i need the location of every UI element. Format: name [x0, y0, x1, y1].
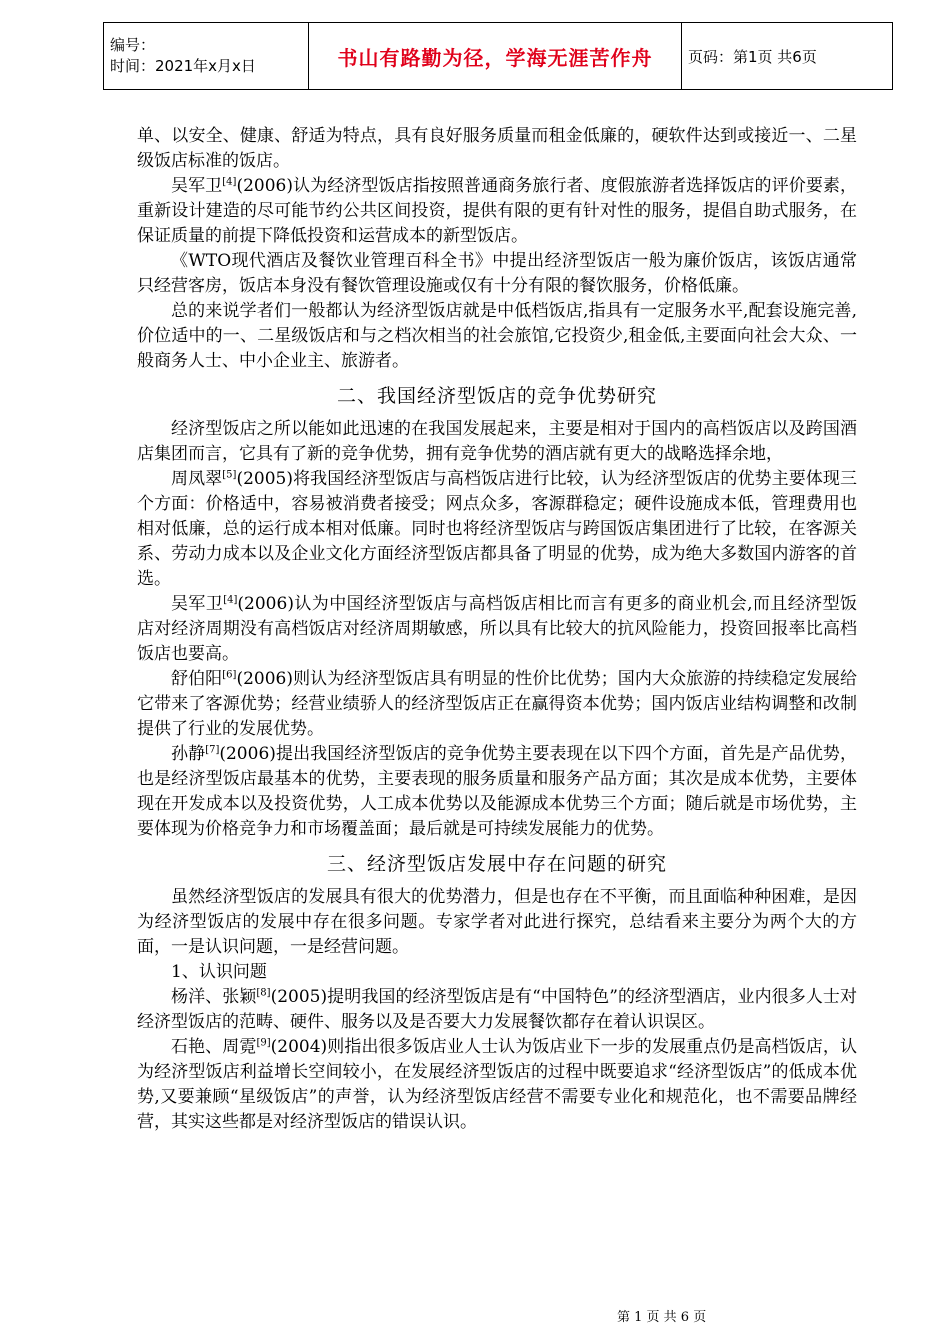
citation-ref: [4] — [223, 594, 238, 606]
paragraph: 总的来说学者们一般都认为经济型饭店就是中低档饭店,指具有一定服务水平,配套设施完善,价位适中的一、二星级饭店和与之档次相当的社会旅馆,它投资少,租金低,主要面向社会大众、一般商务人士、中小企业主、旅游者。 — [137, 301, 857, 371]
time-label: 时间：2021年x月x日 — [110, 57, 256, 75]
paragraph: 单、以安全、健康、舒适为特点，具有良好服务质量而租金低廉的，硬软件达到或接近一、二星级饭店标准的饭店。 — [137, 126, 857, 171]
header-page-info: 页码：第1页 共6页 — [682, 23, 893, 90]
citation-ref: [5] — [222, 469, 237, 481]
header-meta — [104, 23, 309, 90]
paragraph: 杨洋、张颖[8](2005)提明我国的经济型饭店是有“中国特色”的经济型酒店，业内很多人士对经济型饭店的范畴、硬件、服务以及是否要大力发展餐饮都存在着认识误区。 — [137, 987, 858, 1032]
header-motto: 书山有路勤为径，学海无涯苦作舟 — [309, 23, 682, 90]
paragraph: 吴军卫[4](2006)认为经济型饭店指按照普通商务旅行者、度假旅游者选择饭店的评价要素，重新设计建造的尽可能节约公共区间投资，提供有限的更有针对性的服务，提倡自助式服务，在保证质量的前提下降低投资和运营成本的新型饭店。 — [137, 176, 858, 246]
paragraph: 《WTO现代酒店及餐饮业管理百科全书》中提出经济型饭店一般为廉价饭店，该饭店通常只经营客房，饭店本身没有餐饮管理设施或仅有十分有限的餐饮服务，价格低廉。 — [137, 251, 857, 296]
document-body — [137, 124, 857, 1135]
paragraph: 经济型饭店之所以能如此迅速的在我国发展起来，主要是相对于国内的高档饭店以及跨国酒店集团而言，它具有了新的竞争优势，拥有竞争优势的酒店就有更大的战略选择余地， — [137, 419, 857, 464]
citation-ref: [9] — [256, 1037, 271, 1049]
section-heading: 二、我国经济型饭店的竞争优势研究 — [336, 385, 657, 407]
paragraph: 虽然经济型饭店的发展具有很大的优势潜力，但是也存在不平衡，而且面临种种困难，是因为经济型饭店的发展中存在很多问题。专家学者对此进行探究，总结看来主要分为两个大的方面，一是认识问题，一是经营问题。 — [137, 887, 857, 957]
paragraph: 石艳、周霓[9](2004)则指出很多饭店业人士认为饭店业下一步的发展重点仍是高档饭店，认为经济型饭店利益增长空间较小，在发展经济型饭店的过程中既要追求“经济型饭店”的低成本优势,又要兼顾“星级饭店”的声誉，认为经济型饭店经营不需要专业化和规范化，也不需要品牌经营，其实这些都是对经济型饭店的错误认识。 — [137, 1037, 858, 1132]
citation-ref: [6] — [222, 669, 237, 681]
section-heading: 三、经济型饭店发展中存在问题的研究 — [326, 853, 667, 875]
subheading: 1、认识问题 — [171, 962, 267, 982]
paragraph: 吴军卫[4](2006)认为中国经济型饭店与高档饭店相比而言有更多的商业机会,而且经济型饭店对经济周期没有高档饭店对经济周期敏感，所以具有比较大的抗风险能力，投资回报率比高档饭店也要高。 — [137, 594, 858, 664]
paragraph: 周凤翠[5](2005)将我国经济型饭店与高档饭店进行比较，认为经济型饭店的优势主要体现三个方面：价格适中，容易被消费者接受；网点众多，客源群稳定；硬件设施成本低，管理费用也相对低廉，总的运行成本相对低廉。同时也将经济型饭店与跨国饭店集团进行了比较，在客源关系、劳动力成本以及企业文化方面经济型饭店都具备了明显的优势，成为绝大多数国内游客的首选。 — [137, 469, 858, 589]
number-label: 编号： — [110, 36, 156, 54]
paragraph: 舒伯阳[6](2006)则认为经济型饭店具有明显的性价比优势；国内大众旅游的持续稳定发展给它带来了客源优势；经营业绩骄人的经济型饭店正在赢得资本优势；国内饭店业结构调整和改制提供了行业的发展优势。 — [137, 669, 858, 739]
page-header — [103, 22, 893, 90]
citation-ref: [4] — [222, 176, 237, 188]
page-footer: 第 1 页 共 6 页 — [617, 1310, 707, 1325]
citation-ref: [7] — [205, 744, 220, 756]
paragraph: 孙静[7](2006)提出我国经济型饭店的竞争优势主要表现在以下四个方面，首先是产品优势，也是经济型饭店最基本的优势，主要表现的服务质量和服务产品方面；其次是成本优势，主要体现在开发成本以及投资优势，人工成本优势以及能源成本优势三个方面；随后就是市场优势，主要体现为价格竞争力和市场覆盖面；最后就是可持续发展能力的优势。 — [137, 744, 857, 839]
citation-ref: [8] — [256, 987, 271, 999]
